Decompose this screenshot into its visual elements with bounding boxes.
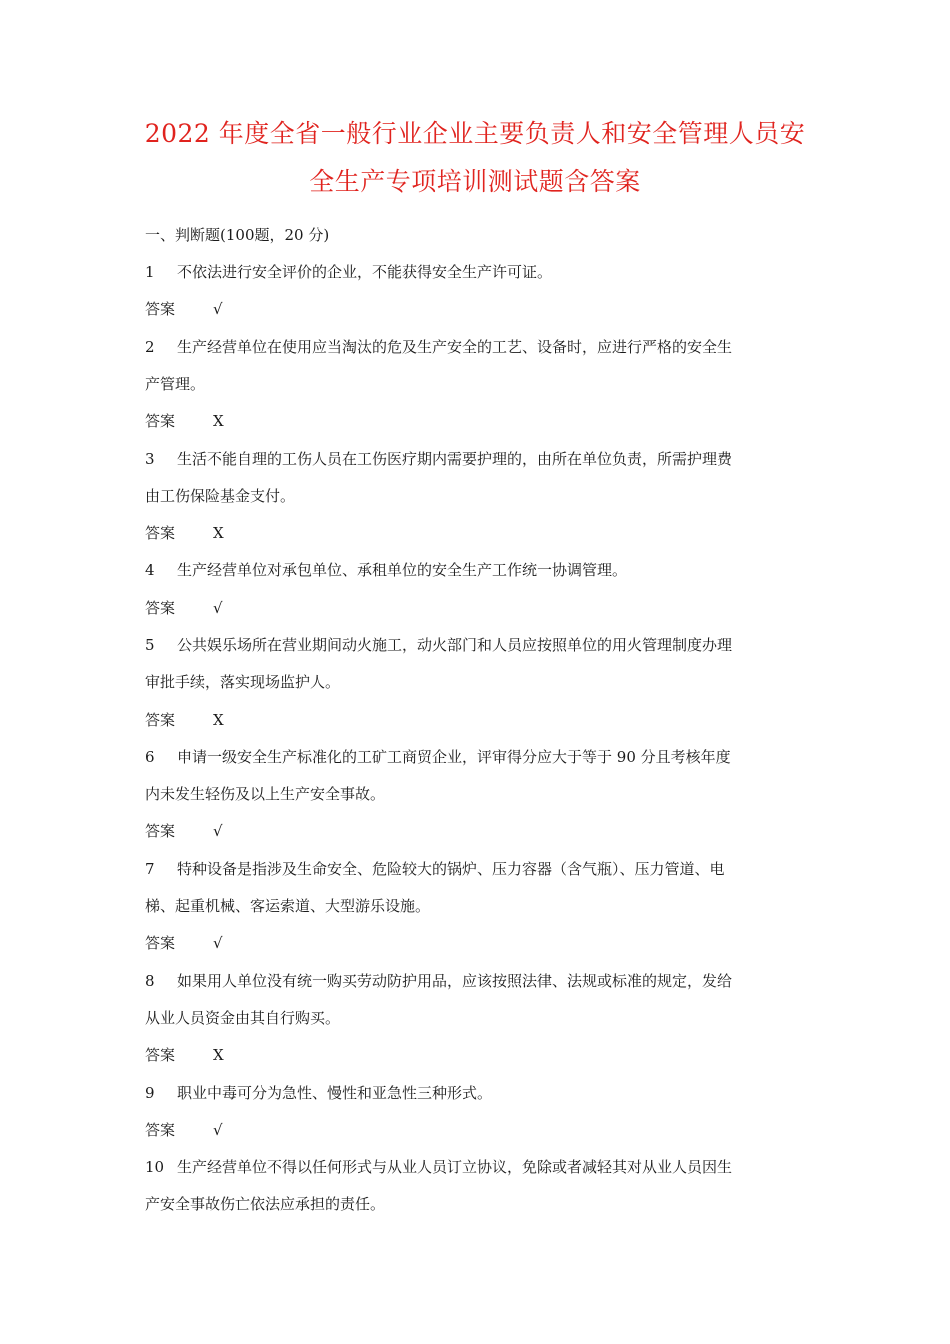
answer-value: √ xyxy=(213,822,223,840)
question-2-text xyxy=(145,337,732,357)
question-number: 1 xyxy=(145,263,155,281)
answer-6 xyxy=(145,821,223,841)
question-5-text-continued: 审批手续，落实现场监护人。 xyxy=(145,673,341,691)
question-1-text xyxy=(145,262,552,282)
question-text: 不依法进行安全评价的企业，不能获得安全生产许可证。 xyxy=(177,263,553,281)
answer-label: 答案 xyxy=(145,300,176,318)
question-6-text xyxy=(145,747,731,767)
question-number: 9 xyxy=(145,1084,155,1102)
document-title-line-2: 全生产专项培训测试题含答案 xyxy=(309,167,641,196)
question-10-text xyxy=(145,1157,732,1177)
answer-value: X xyxy=(213,1046,224,1064)
question-7-text xyxy=(145,859,725,879)
question-5-text xyxy=(145,635,732,655)
question-number: 6 xyxy=(145,748,155,766)
question-text: 生产经营单位不得以任何形式与从业人员订立协议，免除或者减轻其对从业人员因生 xyxy=(177,1158,733,1176)
section-heading: 一、判断题(100题，20 分) xyxy=(145,226,330,244)
answer-label: 答案 xyxy=(145,1046,176,1064)
answer-7 xyxy=(145,933,223,953)
answer-5 xyxy=(145,710,224,730)
question-3-text xyxy=(145,449,732,469)
question-3-text-continued: 由工伤保险基金支付。 xyxy=(145,487,296,505)
answer-2 xyxy=(145,411,224,431)
question-text: 公共娱乐场所在营业期间动火施工，动火部门和人员应按照单位的用火管理制度办理 xyxy=(177,636,733,654)
question-number: 10 xyxy=(145,1158,165,1176)
answer-8 xyxy=(145,1045,224,1065)
question-10-text-continued: 产安全事故伤亡依法应承担的责任。 xyxy=(145,1195,386,1213)
question-text: 生活不能自理的工伤人员在工伤医疗期内需要护理的，由所在单位负责，所需护理费 xyxy=(177,450,733,468)
answer-9 xyxy=(145,1120,223,1140)
question-number: 7 xyxy=(145,860,155,878)
answer-value: √ xyxy=(213,1121,223,1139)
answer-label: 答案 xyxy=(145,524,176,542)
answer-3 xyxy=(145,523,224,543)
question-8-text-continued: 从业人员资金由其自行购买。 xyxy=(145,1009,341,1027)
answer-value: X xyxy=(213,711,224,729)
question-number: 4 xyxy=(145,561,155,579)
answer-1 xyxy=(145,299,223,319)
question-text: 生产经营单位在使用应当淘汰的危及生产安全的工艺、设备时，应进行严格的安全生 xyxy=(177,338,733,356)
document-title-line-1: 2022 年度全省一般行业企业主要负责人和安全管理人员安 xyxy=(144,119,806,148)
question-text: 申请一级安全生产标准化的工矿工商贸企业，评审得分应大于等于 90 分且考核年度 xyxy=(177,748,731,766)
answer-label: 答案 xyxy=(145,711,176,729)
question-number: 8 xyxy=(145,972,155,990)
answer-label: 答案 xyxy=(145,599,176,617)
answer-value: √ xyxy=(213,300,223,318)
question-number: 5 xyxy=(145,636,155,654)
answer-value: X xyxy=(213,524,224,542)
answer-4 xyxy=(145,598,223,618)
answer-value: X xyxy=(213,412,224,430)
answer-label: 答案 xyxy=(145,412,176,430)
question-8-text xyxy=(145,971,732,991)
question-4-text xyxy=(145,560,627,580)
answer-value: √ xyxy=(213,934,223,952)
question-text: 生产经营单位对承包单位、承租单位的安全生产工作统一协调管理。 xyxy=(177,561,628,579)
answer-label: 答案 xyxy=(145,1121,176,1139)
question-7-text-continued: 梯、起重机械、客运索道、大型游乐设施。 xyxy=(145,897,431,915)
answer-value: √ xyxy=(213,599,223,617)
question-number: 2 xyxy=(145,338,155,356)
question-2-text-continued: 产管理。 xyxy=(145,375,206,393)
question-9-text xyxy=(145,1083,492,1103)
question-text: 如果用人单位没有统一购买劳动防护用品，应该按照法律、法规或标准的规定，发给 xyxy=(177,972,733,990)
answer-label: 答案 xyxy=(145,822,176,840)
question-6-text-continued: 内未发生轻伤及以上生产安全事故。 xyxy=(145,785,386,803)
question-number: 3 xyxy=(145,450,155,468)
question-text: 特种设备是指涉及生命安全、危险较大的锅炉、压力容器（含气瓶）、压力管道、电 xyxy=(177,860,725,878)
question-text: 职业中毒可分为急性、慢性和亚急性三种形式。 xyxy=(177,1084,493,1102)
answer-label: 答案 xyxy=(145,934,176,952)
